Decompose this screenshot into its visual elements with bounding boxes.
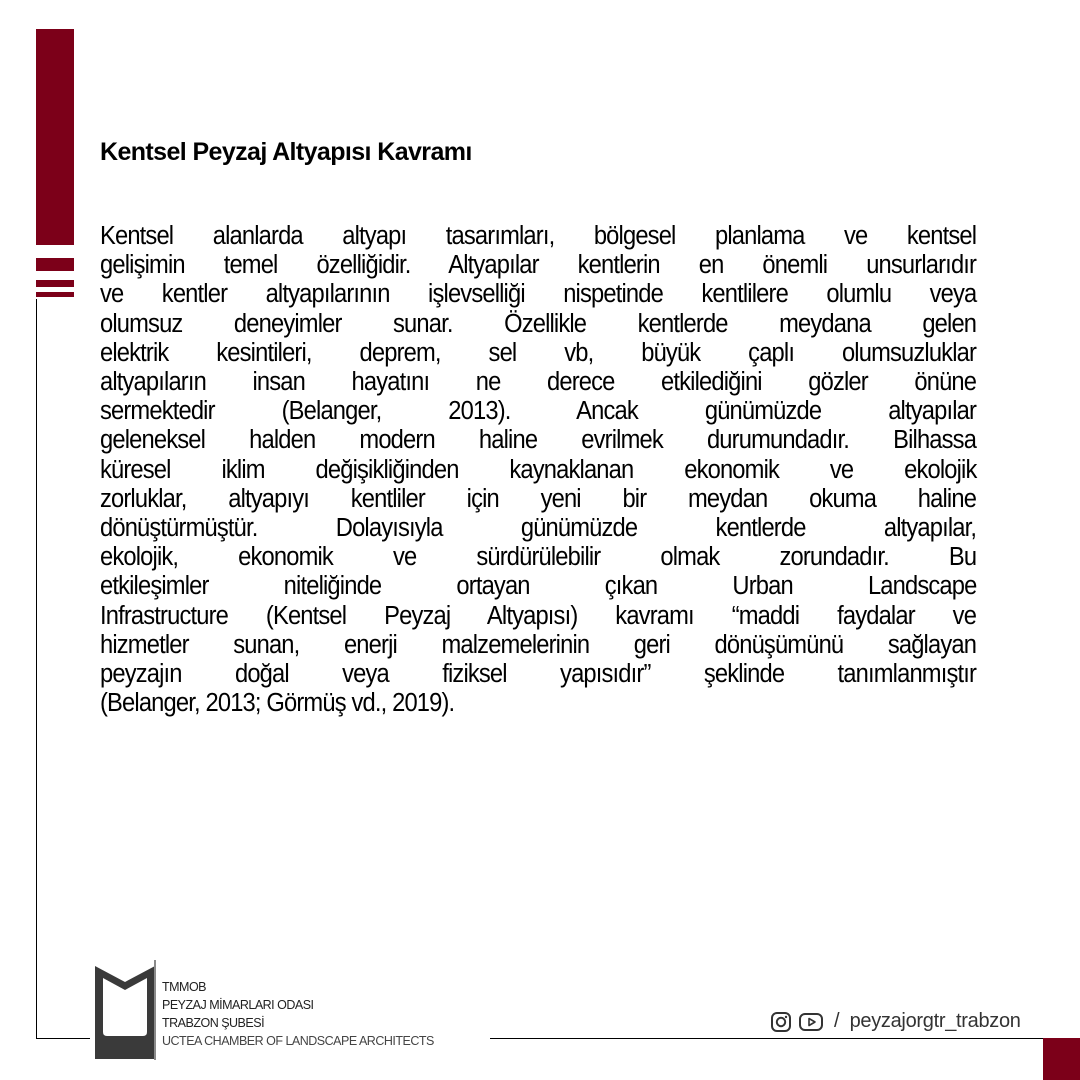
body-line: peyzajın doğal veya fiziksel yapısıdır” şeklinde tanımlanmıştır	[100, 660, 977, 689]
accent-stripe	[36, 292, 74, 297]
body-line: Infrastructure (Kentsel Peyzaj Altyapısı) kavramı “maddi faydalar ve	[100, 601, 977, 630]
body-line: etkileşimler niteliğinde ortayan çıkan Urban Landscape	[100, 572, 977, 601]
body-line: ve kentler altyapılarının işlevselliği nispetinde kentlilere olumlu veya	[100, 280, 977, 309]
body-line: küresel iklim değişikliğinden kaynaklanan ekonomik ve ekolojik	[100, 455, 977, 484]
body-line: hizmetler sunan, enerji malzemelerinin geri dönüşümünü sağlayan	[100, 630, 977, 659]
body-line: elektrik kesintileri, deprem, sel vb, büyük çaplı olumsuzluklar	[100, 338, 977, 367]
body-line: zorluklar, altyapıyı kentliler için yeni bir meydan okuma haline	[100, 484, 977, 513]
body-line: altyapıların insan hayatını ne derece etkilediğini gözler önüne	[100, 368, 977, 397]
body-line: geleneksel halden modern haline evrilmek durumundadır. Bilhassa	[100, 426, 977, 455]
org-line: TRABZON ŞUBESİ	[162, 1016, 265, 1030]
frame-line-vertical	[36, 299, 37, 1039]
accent-stripe	[36, 258, 74, 271]
logo-divider	[154, 960, 156, 1060]
corner-accent-square	[1043, 1038, 1080, 1080]
body-line: ekolojik, ekonomik ve sürdürülebilir olmak zorundadır. Bu	[100, 543, 977, 572]
frame-line-bottom-right	[490, 1038, 1043, 1039]
body-line: Kentsel alanlarda altyapı tasarımları, bölgesel planlama ve kentsel	[100, 222, 977, 250]
org-line: TMMOB	[162, 980, 207, 994]
tmmob-logo-icon	[95, 966, 155, 1059]
frame-line-bottom-left	[36, 1038, 90, 1039]
body-paragraph	[100, 222, 976, 718]
body-line: dönüştürmüştür. Dolayısıyla günümüzde kentlerde altyapılar,	[100, 514, 977, 543]
body-line: sermektedir (Belanger, 2013). Ancak günümüzde altyapılar	[100, 397, 977, 426]
org-line: PEYZAJ MİMARLARI ODASI	[162, 998, 314, 1012]
accent-bar	[36, 29, 74, 245]
organization-name	[162, 978, 434, 1050]
body-line: (Belanger, 2013; Görmüş vd., 2019).	[100, 689, 455, 718]
instagram-icon[interactable]	[770, 1011, 792, 1033]
social-handle-link[interactable]: peyzajorgtr_trabzon	[849, 1010, 1021, 1032]
page-title: Kentsel Peyzaj Altyapısı Kavramı	[100, 138, 472, 166]
org-line-english: UCTEA CHAMBER OF LANDSCAPE ARCHITECTS	[162, 1034, 434, 1048]
body-line: olumsuz deneyimler sunar. Özellikle kentlerde meydana gelen	[100, 309, 977, 338]
youtube-icon[interactable]	[798, 1011, 824, 1033]
body-line: gelişimin temel özelliğidir. Altyapılar kentlerin en önemli unsurlarıdır	[100, 251, 977, 280]
social-links	[770, 1010, 1021, 1033]
social-separator: /	[834, 1010, 840, 1032]
accent-stripe	[36, 280, 74, 287]
